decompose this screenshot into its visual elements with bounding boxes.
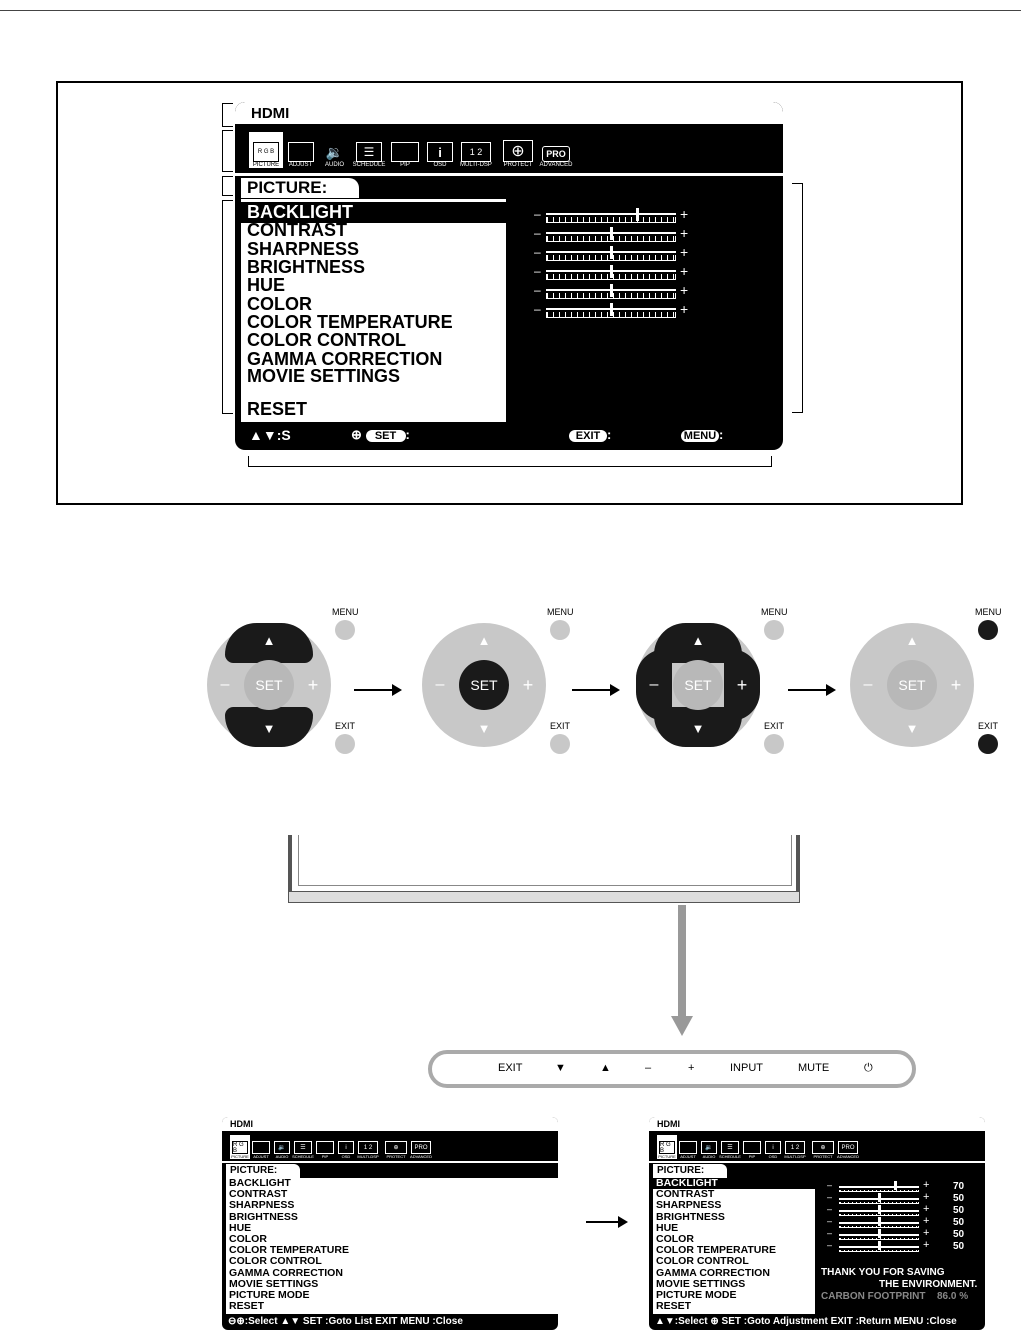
slider-track	[546, 213, 676, 215]
multi-display-icon: 1 2	[785, 1141, 805, 1154]
pro-icon: PRO	[838, 1141, 858, 1154]
tab-label: AUDIO	[275, 1154, 289, 1159]
rgb-icon: R G B	[232, 1141, 248, 1154]
slider-value: 50	[953, 1193, 965, 1204]
schedule-icon: ☰	[721, 1141, 739, 1154]
pip-icon	[316, 1141, 334, 1154]
section-title: PICTURE:	[653, 1164, 727, 1178]
tab-multi-dsp[interactable]	[783, 1135, 807, 1159]
tab-label: AUDIO	[702, 1154, 716, 1159]
adjust-icon	[288, 142, 314, 162]
slider-ticks	[839, 1250, 919, 1252]
up-key[interactable]: ▲	[600, 1062, 611, 1074]
footer-menu	[681, 427, 723, 442]
rgb-icon: R G B	[659, 1141, 675, 1154]
slider-value: 50	[953, 1205, 965, 1216]
keypad-1	[205, 607, 365, 751]
menu-list	[226, 1178, 558, 1314]
menu-item-picture-mode[interactable]: PICTURE MODE	[229, 1289, 310, 1301]
menu-label: MENU	[761, 607, 788, 617]
menu-list	[653, 1178, 815, 1314]
menu-label: MENU	[332, 607, 359, 617]
slider[interactable]	[827, 1179, 937, 1193]
tab-label: ADJUST	[680, 1154, 696, 1159]
plus-icon: +	[680, 244, 689, 260]
bracket-tabs	[222, 130, 233, 172]
minus-icon: –	[534, 283, 541, 297]
monitor-bezel	[288, 835, 800, 903]
footer-updown: ▲▼:S	[249, 427, 291, 443]
flow-arrow	[586, 1221, 626, 1223]
slider[interactable]	[534, 282, 694, 300]
up-arrow-button[interactable]: ▲	[477, 633, 491, 648]
tab-advanced[interactable]	[537, 132, 575, 168]
exit-label: EXIT	[764, 721, 785, 731]
flow-arrow	[788, 689, 834, 691]
menu-item-color[interactable]: COLOR	[229, 1233, 267, 1245]
speaker-icon: 🔉	[701, 1141, 717, 1154]
menu-item-hue[interactable]: HUE	[247, 275, 286, 295]
bezel-left	[288, 835, 292, 895]
menu-label: MENU	[547, 607, 574, 617]
plus-icon: +	[923, 1215, 930, 1227]
slider-knob[interactable]	[878, 1217, 881, 1226]
schedule-icon: ☰	[356, 142, 382, 162]
menu-item-sharpness[interactable]: SHARPNESS	[229, 1199, 295, 1212]
tab-osd[interactable]	[763, 1135, 783, 1159]
up-arrow-button[interactable]: ▲	[654, 623, 742, 663]
slider-ticks	[839, 1214, 919, 1216]
tab-label: OSD	[341, 1154, 351, 1159]
keypad-4	[848, 607, 1008, 751]
speaker-icon: 🔉	[274, 1141, 290, 1154]
tab-label: PICTURE	[231, 1154, 249, 1159]
slider[interactable]	[827, 1239, 937, 1253]
minus-icon: –	[534, 245, 541, 259]
tab-osd[interactable]	[336, 1135, 356, 1159]
tab-audio[interactable]	[272, 1135, 292, 1159]
set-button[interactable]: SET	[887, 660, 937, 710]
tab-label: SCHEDULE	[719, 1154, 741, 1159]
tab-picture[interactable]	[657, 1135, 677, 1159]
up-arrow-button[interactable]: ▲	[225, 623, 313, 663]
tab-adjust[interactable]	[283, 132, 318, 168]
menu-item-gamma-correction[interactable]: GAMMA CORRECTION	[229, 1266, 343, 1279]
tab-label: OSD	[768, 1154, 778, 1159]
menu-item-gamma-correction[interactable]: GAMMA CORRECTION	[247, 349, 443, 369]
bracket-source	[222, 103, 233, 127]
menu-item-reset[interactable]: RESET	[247, 399, 308, 419]
tab-label: MULTI-DSP	[357, 1154, 379, 1159]
menu-item-brightness[interactable]: BRIGHTNESS	[229, 1210, 298, 1223]
menu-item-hue[interactable]: HUE	[656, 1221, 679, 1234]
menu-item-contrast[interactable]: CONTRAST	[656, 1188, 715, 1201]
down-arrow-button[interactable]: ▼	[905, 721, 919, 736]
tab-audio[interactable]	[699, 1135, 719, 1159]
tab-protect[interactable]	[499, 132, 537, 168]
bracket-menu	[222, 200, 233, 414]
speaker-icon: 🔉	[325, 143, 344, 160]
menu-item-movie-settings[interactable]: MOVIE SETTINGS	[247, 366, 401, 386]
menu-item-color-temperature[interactable]: COLOR TEMPERATURE	[229, 1244, 349, 1257]
menu-item-sharpness[interactable]: SHARPNESS	[656, 1199, 722, 1212]
source-label: HDMI	[649, 1117, 985, 1131]
power-icon[interactable]: ⏻	[864, 1062, 873, 1074]
slider[interactable]	[534, 244, 694, 262]
set-button[interactable]: SET	[244, 660, 294, 710]
tab-label: ADJUST	[288, 162, 313, 168]
tab-advanced[interactable]	[409, 1135, 433, 1159]
keypad-2	[420, 607, 580, 751]
slider-knob[interactable]	[636, 208, 639, 221]
menu-item-color-temperature[interactable]: COLOR TEMPERATURE	[656, 1244, 776, 1257]
minus-icon: –	[534, 207, 541, 221]
tab-label: ADVANCED	[837, 1154, 859, 1159]
minus-key[interactable]: –	[645, 1062, 652, 1074]
slider[interactable]	[827, 1215, 937, 1229]
slider-ticks	[839, 1190, 919, 1192]
multi-display-icon: 1 2	[358, 1141, 378, 1154]
tab-row	[249, 132, 575, 168]
tab-label: ADJUST	[253, 1154, 269, 1159]
pointer-shaft	[678, 905, 686, 1017]
menu-item-color-control[interactable]: COLOR CONTROL	[656, 1255, 749, 1268]
slider-value: 70	[953, 1181, 965, 1192]
tab-schedule[interactable]	[292, 1135, 314, 1159]
menu-button[interactable]	[335, 620, 355, 640]
menu-item-contrast[interactable]: CONTRAST	[247, 220, 347, 240]
plus-icon: +	[680, 263, 689, 279]
main-osd	[235, 102, 783, 450]
rgb-icon: R G B	[253, 142, 279, 162]
tab-label: SCHEDULE	[352, 162, 386, 168]
keypad-3	[634, 607, 794, 751]
slider-knob[interactable]	[610, 246, 613, 259]
tab-protect[interactable]	[810, 1135, 836, 1159]
tab-label: PIP	[748, 1154, 756, 1159]
exit-key[interactable]: EXIT	[498, 1062, 523, 1074]
thank-you-line1: THANK YOU FOR SAVING	[821, 1267, 945, 1278]
slider-knob[interactable]	[610, 265, 613, 278]
minus-icon: –	[827, 1228, 833, 1238]
menu-item-movie-settings[interactable]: MOVIE SETTINGS	[656, 1277, 746, 1290]
menu-item-hue[interactable]: HUE	[229, 1221, 252, 1234]
bezel-right	[796, 835, 800, 895]
pip-icon	[743, 1141, 761, 1154]
protect-icon: ⊕	[503, 140, 533, 162]
exit-button[interactable]	[764, 734, 784, 754]
tab-multi-dsp[interactable]	[457, 132, 495, 168]
flow-arrow	[354, 689, 400, 691]
menu-item-movie-settings[interactable]: MOVIE SETTINGS	[229, 1277, 319, 1290]
menu-item-reset[interactable]: RESET	[656, 1300, 692, 1313]
slider[interactable]	[827, 1227, 937, 1241]
tab-schedule[interactable]	[351, 132, 387, 168]
protect-icon: ⊕	[385, 1141, 407, 1154]
tab-adjust[interactable]	[250, 1135, 272, 1159]
menu-item-color-temperature[interactable]: COLOR TEMPERATURE	[247, 312, 453, 332]
minus-button[interactable]: –	[220, 676, 230, 693]
divider	[235, 173, 783, 176]
exit-button[interactable]	[335, 734, 355, 754]
tab-label: PIP	[400, 162, 410, 168]
menu-item-backlight[interactable]: BACKLIGHT	[653, 1178, 815, 1189]
exit-pill: EXIT	[569, 430, 607, 442]
slider-ticks	[839, 1226, 919, 1228]
down-arrow-button[interactable]: ▼	[225, 707, 313, 747]
tab-audio[interactable]	[318, 132, 351, 168]
small-osd-adjust	[649, 1117, 985, 1330]
menu-item-backlight[interactable]: BACKLIGHT	[241, 202, 506, 223]
tab-label: AUDIO	[324, 162, 344, 168]
slider[interactable]	[534, 206, 694, 224]
flow-arrow	[572, 689, 618, 691]
slider-ticks	[839, 1202, 919, 1204]
minus-icon: –	[827, 1192, 833, 1202]
tab-multi-dsp[interactable]	[356, 1135, 380, 1159]
adjust-icon	[252, 1141, 270, 1154]
down-arrow-button[interactable]: ▼	[654, 707, 742, 747]
tab-protect[interactable]	[383, 1135, 409, 1159]
menu-item-brightness[interactable]: BRIGHTNESS	[656, 1210, 725, 1223]
bezel-bottom	[288, 891, 800, 903]
slider-value: 50	[953, 1241, 965, 1252]
carbon-footprint-value: 86.0 %	[937, 1291, 969, 1302]
plus-button[interactable]: +	[522, 675, 534, 695]
footer-menu-suffix: :	[719, 427, 724, 442]
plus-button[interactable]: +	[724, 649, 760, 721]
plus-icon: +	[923, 1179, 930, 1191]
tab-label: ADVANCED	[539, 162, 573, 168]
divider	[649, 1161, 985, 1163]
thank-you-line2: THE ENVIRONMENT.	[879, 1279, 978, 1290]
slider-value: 50	[953, 1217, 965, 1228]
bracket-panel	[792, 183, 803, 413]
section-title: PICTURE:	[241, 178, 359, 198]
footer-hints: ⊖⊕:Select ▲▼ SET :Goto List EXIT MENU :Close	[228, 1316, 463, 1327]
menu-item-brightness[interactable]: BRIGHTNESS	[247, 257, 366, 277]
down-arrow-button[interactable]: ▼	[477, 721, 491, 736]
bracket-section	[222, 176, 233, 196]
tab-pip[interactable]	[741, 1135, 763, 1159]
tab-label: SCHEDULE	[292, 1154, 314, 1159]
menu-item-picture-mode[interactable]: PICTURE MODE	[656, 1289, 737, 1301]
menu-item-color[interactable]: COLOR	[247, 294, 312, 314]
exit-button[interactable]	[978, 734, 998, 754]
info-icon: i	[765, 1141, 781, 1154]
tab-picture[interactable]	[230, 1135, 250, 1159]
tab-pip[interactable]	[387, 132, 423, 168]
source-label: HDMI	[235, 102, 783, 124]
menu-item-backlight[interactable]: BACKLIGHT	[229, 1177, 291, 1189]
minus-button[interactable]: –	[636, 649, 672, 721]
tab-label: OSD	[433, 162, 447, 168]
tab-label: PROTECT	[386, 1154, 406, 1159]
slider-knob[interactable]	[878, 1229, 881, 1238]
menu-label: MENU	[975, 607, 1002, 617]
slider-knob[interactable]	[610, 227, 613, 240]
source-label: HDMI	[222, 1117, 558, 1131]
adjust-icon	[679, 1141, 697, 1154]
pip-icon	[391, 142, 419, 162]
slider-ticks	[546, 217, 676, 223]
tab-advanced[interactable]	[836, 1135, 860, 1159]
slider[interactable]	[827, 1203, 937, 1217]
menu-item-color-control[interactable]: COLOR CONTROL	[229, 1255, 322, 1268]
plus-icon: +	[923, 1191, 930, 1203]
minus-icon: –	[534, 226, 541, 240]
slider-knob[interactable]	[878, 1193, 881, 1202]
plus-button[interactable]: +	[950, 675, 962, 695]
pro-icon: PRO	[542, 146, 570, 162]
up-arrow-button[interactable]: ▲	[905, 633, 919, 648]
bracket-footer	[248, 456, 772, 467]
slider-ticks	[839, 1238, 919, 1240]
plus-icon: +	[680, 225, 689, 241]
multi-display-icon: 1 2	[461, 142, 491, 162]
bezel-inner	[298, 835, 792, 886]
tab-label: PROTECT	[503, 162, 533, 168]
set-button[interactable]: SET	[673, 660, 723, 710]
schedule-icon: ☰	[294, 1141, 312, 1154]
slider[interactable]	[534, 225, 694, 243]
menu-item-color-control[interactable]: COLOR CONTROL	[247, 330, 406, 350]
slider-track	[839, 1186, 919, 1188]
menu-pill: MENU	[681, 430, 719, 442]
minus-icon: –	[827, 1180, 833, 1190]
tab-pip[interactable]	[314, 1135, 336, 1159]
menu-button[interactable]	[978, 620, 998, 640]
slider[interactable]	[534, 263, 694, 281]
footer-set-suffix: :	[405, 427, 410, 442]
slider-knob[interactable]	[878, 1205, 881, 1214]
tab-picture[interactable]	[249, 132, 283, 168]
plus-icon: +	[680, 206, 689, 222]
menu-item-reset[interactable]: RESET	[229, 1300, 265, 1313]
mute-key[interactable]: MUTE	[798, 1062, 830, 1074]
set-button[interactable]: SET	[459, 660, 509, 710]
minus-icon: –	[534, 264, 541, 278]
plus-icon: +	[680, 301, 689, 317]
pro-icon: PRO	[411, 1141, 431, 1154]
footer-set: ⊕ SET :	[351, 427, 410, 442]
down-key[interactable]: ▼	[555, 1062, 566, 1074]
tab-label: ADVANCED	[410, 1154, 432, 1159]
exit-label: EXIT	[978, 721, 999, 731]
small-osd-list	[222, 1117, 558, 1330]
minus-button[interactable]: –	[863, 676, 873, 693]
plus-icon: +	[923, 1227, 930, 1239]
menu-item-contrast[interactable]: CONTRAST	[229, 1188, 288, 1201]
footer-updown-text: :S	[276, 427, 291, 443]
slider-knob[interactable]	[878, 1241, 881, 1250]
slider-knob[interactable]	[610, 303, 613, 316]
divider	[222, 1161, 558, 1163]
slider-panel	[506, 182, 783, 422]
tab-label: PICTURE	[658, 1154, 676, 1159]
plus-icon: +	[680, 282, 689, 298]
slider[interactable]	[827, 1191, 937, 1205]
menu-button[interactable]	[764, 620, 784, 640]
tab-label: MULTI-DSP	[460, 162, 492, 168]
exit-label: EXIT	[335, 721, 356, 731]
minus-icon: –	[827, 1204, 833, 1214]
tab-osd[interactable]	[423, 132, 457, 168]
exit-button[interactable]	[550, 734, 570, 754]
footer-hints: ▲▼:Select ⊕ SET :Goto Adjustment EXIT :Return MENU :Close	[655, 1316, 957, 1327]
info-icon: i	[427, 142, 453, 162]
carbon-footprint-label: CARBON FOOTPRINT	[821, 1291, 926, 1302]
footer-exit-suffix: :	[607, 427, 612, 442]
menu-item-color[interactable]: COLOR	[656, 1233, 694, 1245]
minus-button[interactable]: –	[435, 676, 445, 693]
menu-item-sharpness[interactable]: SHARPNESS	[247, 239, 360, 259]
slider-knob[interactable]	[610, 284, 613, 297]
exit-label: EXIT	[550, 721, 571, 731]
menu-list	[241, 199, 506, 422]
slider-knob[interactable]	[894, 1181, 897, 1190]
minus-icon: –	[827, 1240, 833, 1250]
tab-label: PICTURE	[252, 162, 280, 168]
pointer-head	[671, 1016, 693, 1036]
info-icon: i	[338, 1141, 354, 1154]
tab-label: MULTI-DSP	[784, 1154, 806, 1159]
plus-icon: +	[923, 1203, 930, 1215]
tab-schedule[interactable]	[719, 1135, 741, 1159]
slider-value: 50	[953, 1229, 965, 1240]
menu-item-gamma-correction[interactable]: GAMMA CORRECTION	[656, 1266, 770, 1279]
tab-label: PIP	[321, 1154, 329, 1159]
minus-icon: –	[827, 1216, 833, 1226]
tab-adjust[interactable]	[677, 1135, 699, 1159]
slider-panel	[815, 1167, 985, 1314]
input-key[interactable]: INPUT	[730, 1062, 763, 1074]
minus-icon: –	[534, 302, 541, 316]
menu-button[interactable]	[550, 620, 570, 640]
section-title: PICTURE:	[226, 1164, 300, 1178]
top-rule	[0, 10, 1021, 11]
plus-button[interactable]: +	[307, 675, 319, 695]
set-pill: SET	[366, 430, 406, 442]
tab-label: PROTECT	[813, 1154, 833, 1159]
slider[interactable]	[534, 301, 694, 319]
footer-exit	[569, 427, 611, 442]
plus-icon: +	[923, 1239, 930, 1251]
protect-icon: ⊕	[812, 1141, 834, 1154]
plus-key[interactable]: +	[688, 1062, 695, 1074]
